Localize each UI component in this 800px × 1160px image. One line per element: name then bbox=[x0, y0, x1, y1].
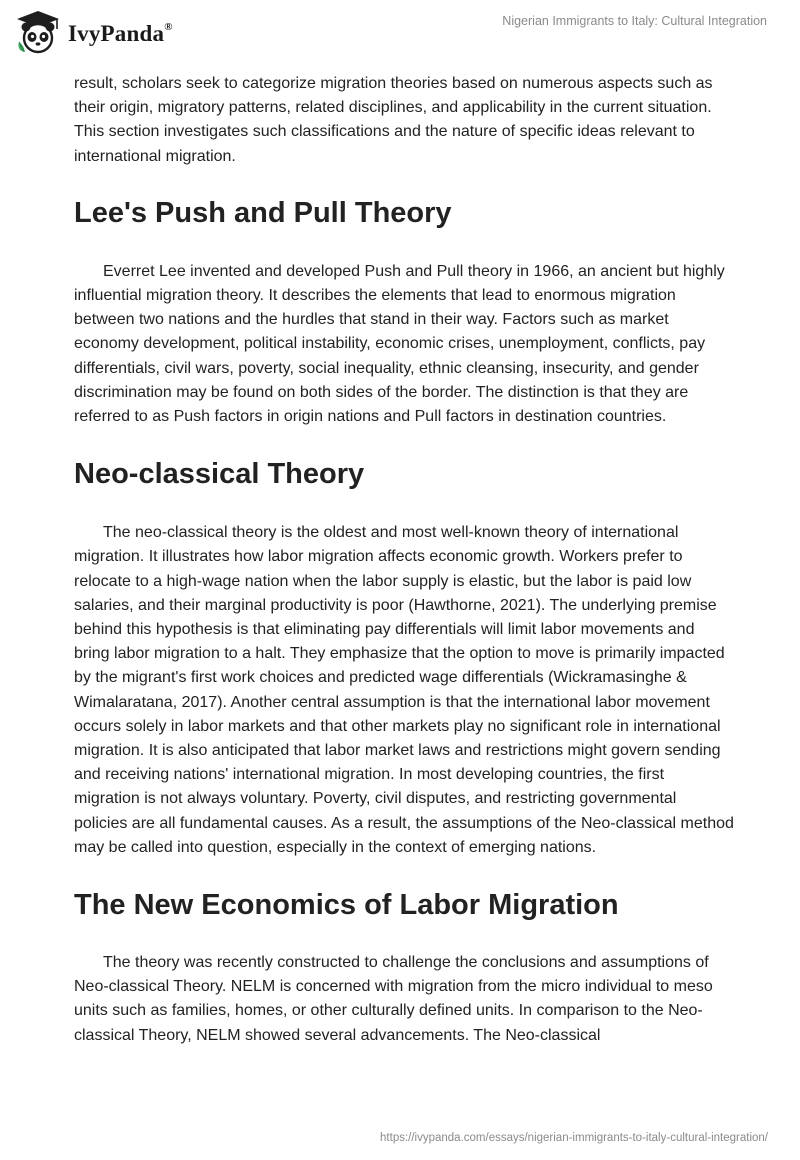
section-heading-nelm: The New Economics of Labor Migration bbox=[74, 889, 619, 922]
source-url[interactable]: https://ivypanda.com/essays/nigerian-immigrants-to-italy-cultural-integration/ bbox=[380, 1132, 768, 1144]
brand-name: IvyPanda® bbox=[68, 21, 173, 46]
intro-paragraph: result, scholars seek to categorize migration theories based on numerous aspects such as their origin, migratory patterns, related disciplines, and applicability in the current situation. This section investigates such classifications and the nature of specific ideas relevant to international migration. bbox=[74, 75, 713, 165]
section-paragraph-push-pull: Everret Lee invented and developed Push and Pull theory in 1966, an ancient but highly influential migration theory. It describes the elements that lead to enormous migration between two nations and the hurdles that stand in their way. Factors such as market economy development, political instability, economic crises, unemployment, conflicts, pay differentials, civil wars, poverty, social inequality, ethnic cleansing, insecurity, and gender discrimination may be found on both sides of the border. The distinction is that they are referred to as Push factors in origin nations and Pull factors in destination countries. bbox=[74, 262, 725, 426]
page-header bbox=[0, 0, 800, 64]
section-paragraph-nelm: The theory was recently constructed to challenge the conclusions and assumptions of Neo-classical Theory. NELM is concerned with migration from the micro individual to meso units such as families, homes, or other culturally defined units. In comparison to the Neo-classical Theory, NELM showed several advancements. The Neo-classical bbox=[74, 954, 713, 1044]
section-heading-neo-classical: Neo-classical Theory bbox=[74, 458, 365, 491]
article-body bbox=[74, 72, 734, 1048]
section-paragraph-neo-classical: The neo-classical theory is the oldest and most well-known theory of international migration. It illustrates how labor migration affects economic growth. Workers prefer to relocate to a high-wage nation when the labor supply is elastic, but the labor is paid low salaries, and their marginal productivity is poor (Hawthorne, 2021). The underlying premise behind this hypothesis is that eliminating pay differentials will limit labor movements and bring labor migration to a halt. They emphasize that the option to move is primarily impacted by the migrant's first work choices and predicted wage differentials (Wickramasinghe & Wimalaratana, 2017). Another central assumption is that the international labor movement occurs solely in labor markets and that other markets play no significant role in international migration. It is also anticipated that labor market laws and restrictions might govern sending and receiving nations' international migration. In most developing countries, the first migration is not always voluntary. Poverty, civil disputes, and restricting governmental policies are all fundamental causes. As a result, the assumptions of the Neo-classical method may be called into question, especially in the context of emerging nations. bbox=[74, 524, 734, 856]
ivypanda-logo[interactable] bbox=[14, 8, 173, 56]
section-heading-push-pull: Lee's Push and Pull Theory bbox=[74, 196, 452, 229]
document-title: Nigerian Immigrants to Italy: Cultural Integration bbox=[502, 14, 767, 28]
panda-graduate-icon bbox=[14, 8, 62, 56]
